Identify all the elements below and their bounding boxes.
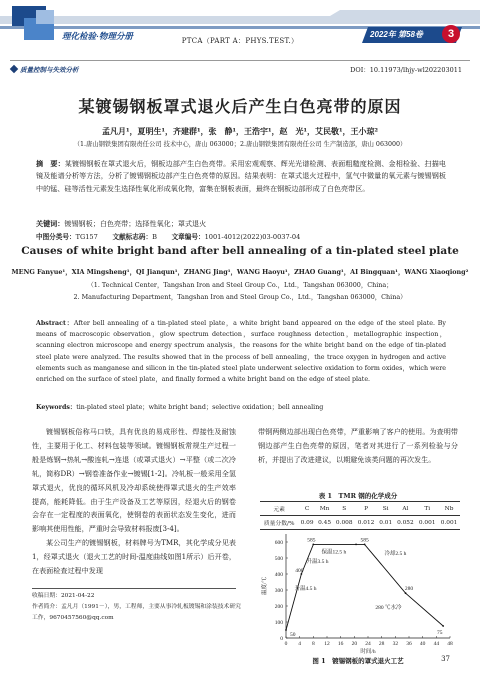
authors-en: MENG Fanyue¹，XIA Mingsheng¹，QI Jianqun¹，ZHANG Jing¹，WANG Haoyu¹，ZHAO Guang¹，AI Bingquan¹，WANG Xiaoqiong² (11, 268, 469, 276)
composition-table (260, 501, 460, 530)
section-diamond-icon (10, 65, 18, 73)
keywords-en-label: Keywords： (36, 404, 77, 411)
annotation-400: 400 (295, 568, 304, 574)
table-cell: 0.09 (298, 516, 316, 530)
y-tick-label: 100 (274, 620, 283, 626)
annotation-75: 75 (437, 630, 443, 636)
keywords-cn (36, 219, 446, 229)
table-row-label: 质量分数/% (260, 516, 298, 530)
annotation-585-end: 585 (360, 537, 369, 544)
table-header-cell: Ti (416, 502, 438, 516)
keywords-en-text: tin-plated steel plate；white bright band；selective oxidation；bell annealing (76, 404, 324, 411)
table-header-cell: C (298, 502, 316, 516)
x-axis-label: 时间/h (360, 649, 376, 655)
cls-value: TG157 (75, 233, 98, 241)
authors-cn: 孟凡月¹，夏明生¹，齐建群¹，张 静¹，王浩宇¹，赵 光¹，艾民敬¹，王小琼² (101, 126, 379, 136)
body-paragraph-2: 某公司生产的镀锡钢板，材料牌号为TMR，其化学成分见表1，经罩式退火（退火工艺的时间-温度曲线如图1所示）后开卷，在表面检查过程中发现 (32, 538, 236, 576)
y-tick-label: 300 (274, 588, 283, 594)
data-point (442, 625, 444, 627)
table-header-cell: S (333, 502, 355, 516)
y-tick-label: 600 (274, 540, 283, 546)
x-tick-label: 48 (447, 641, 453, 647)
cls-label: 中图分类号： (36, 233, 76, 241)
x-tick-label: 8 (311, 641, 315, 647)
table-header-cell: Mn (316, 502, 334, 516)
keywords-en (36, 402, 446, 411)
body-paragraph-right: 带钢两侧边部出现白色亮带，严重影响了客户的使用。为查明带钢边部产生白色亮带的原因，笔者对其进行了一系列检验与分析，并提出了改进建议，以期避免该类问题的再次发生。 (258, 427, 458, 464)
x-tick-label: 0 (284, 641, 288, 647)
annotation-280: 280 (404, 586, 414, 593)
table-caption: 表 1 TMR 钢的化学成分 (318, 492, 398, 500)
abstract-en-text: After bell annealing of a tin-plated steel plate，a white bright band appeared on the edge of the steel plate. By means of macroscopic observation，glow spectrum detection，surface roughness detection，metallographic inspection，scanning electron microscope and energy spectrum analysis，the reasons for the white bright band on the edge of tin-plated steel plate were analyzed. The results showed that in the process of bell annealing，the trace oxygen in hydrogen and active elements such as manganese and silicon in the tin-plated steel plate underwent selective oxidation to form oxides，which were enriched on the surface of steel plate，and finally formed a white bright band on the edge of steel plate. (36, 320, 446, 384)
y-axis-label: 温度/℃ (262, 576, 268, 596)
table-cell: 0.01 (377, 516, 395, 530)
issue-label: 2022年 第58卷 (370, 30, 423, 39)
footnote-received: 收稿日期：2021-04-22 (32, 593, 95, 599)
section-divider (10, 60, 470, 61)
annotation-585-start: 585 (307, 537, 316, 544)
issue-number: 3 (442, 25, 460, 43)
data-point (364, 544, 366, 546)
annealing-curve-chart (258, 528, 458, 663)
annotation-hold: 保温12.5 h (321, 549, 347, 556)
code-value: B (152, 233, 157, 241)
data-point (355, 544, 357, 546)
table-header-cell: P (355, 502, 377, 516)
journal-code: PTCA（PART A：PHYS.TEST.） (181, 37, 299, 45)
annotation-heat-2: 升温3.5 h (306, 558, 329, 565)
annotation-cooling: 冷却2.5 h (384, 550, 407, 557)
article-id-value: 1001-4012(2022)03-0037-04 (204, 233, 301, 241)
x-tick-label: 20 (351, 641, 358, 647)
footnote-divider (32, 588, 236, 589)
page-number: 37 (441, 655, 450, 663)
table-cell: 0.45 (316, 516, 334, 530)
x-tick-label: 24 (365, 641, 371, 647)
y-tick-label: 500 (274, 556, 283, 562)
table-cell: 0.001 (416, 516, 438, 530)
table-header-cell: Al (394, 502, 416, 516)
table-header-cell: Si (377, 502, 395, 516)
x-tick-label: 36 (406, 641, 412, 647)
table-cell: 0.008 (333, 516, 355, 530)
table-header-cell: 元素 (260, 502, 298, 516)
abstract-cn (36, 158, 446, 195)
table-header-cell: Nb (438, 502, 460, 516)
figure-caption: 图 1 镀锡钢板的罩式退火工艺 (312, 657, 404, 665)
abstract-en-label: Abstract： (36, 320, 74, 327)
data-point (285, 629, 287, 631)
x-tick-label: 12 (324, 641, 330, 647)
page-title-en: Causes of white bright band after bell annealing of a tin-plated steel plate (21, 245, 459, 257)
affiliation-cn: （1.唐山钢铁集团有限责任公司 技术中心，唐山 063000；2.唐山钢铁集团有限责任公司 生产制造部，唐山 063000） (73, 141, 407, 148)
table-cell: 0.001 (438, 516, 460, 530)
body-paragraph-1: 镀锡钢板俗称马口铁，具有优良的易成形性、焊接性及耐蚀性，主要用于化工、材料包装等领域。镀锡钢板常规生产过程一般是炼钢→热轧→酸连轧→连退（或罩式退火）→平整（或二次冷轧，简称DR）→钢卷准备作业→镀锡[1-2]。冷轧板一般采用全氢罩式退火，优良的循环风机及冷却系统使得罩式退火的生产效率提高，能耗降低。由于生产设备及工艺等原因，经退火后的钢卷会存在一定程度的表面氧化，使钢卷的表面状态发生变化，进而影响其使用性能，严重时会导致材料报废[3-4]。 (32, 427, 236, 534)
footnote-author: 作者简介：孟凡月（1991－），男，工程师，主要从事冷轧板镀锡和涂装技术研究工作，9670457560@qq.com (32, 604, 241, 621)
table-header-row (260, 502, 460, 516)
x-tick-label: 28 (378, 641, 385, 647)
section-tag: 质量控制与失效分析 (20, 67, 79, 74)
y-tick-label: 200 (274, 604, 283, 610)
affiliation-en-1: （1. Technical Center，Tangshan Iron and Steel Group Co.，Ltd.，Tangshan 063000，China； (87, 281, 393, 289)
data-point (405, 592, 407, 594)
abstract-cn-text: 某镀锡钢板在罩式退火后，钢板边部产生白色亮带。采用宏观观察、辉光光谱检测、表面粗糙度检测、金相检验、扫描电镜及能谱分析等方法，分析了镀锡钢板边部产生白色亮带的原因。结果表明：在罩式退火过程中，氢气中微量的氧元素与镀锡钢板中的锰、硅等活性元素发生选择性氧化形成氧化物，富集在钢板表面，最终在钢板边部形成了白色亮带区。 (36, 159, 446, 193)
body-column-right (258, 425, 458, 467)
footnote (32, 591, 242, 624)
y-tick-label: 0 (280, 636, 283, 642)
table-cell: 0.052 (394, 516, 416, 530)
journal-name: 理化检验·物理分册 (62, 31, 133, 41)
keywords-cn-text: 镀锡钢板；白色亮带；选择性氧化；罩式退火 (64, 219, 207, 228)
body-column-left (32, 425, 236, 578)
data-point (312, 544, 314, 546)
page-title-cn: 某镀锡钢板罩式退火后产生白色亮带的原因 (78, 97, 402, 116)
x-tick-label: 16 (337, 641, 344, 647)
annotation-50: 50 (290, 632, 296, 638)
annotation-water-cool: 280 ℃水冷 (375, 605, 402, 612)
affiliation-en-2: 2. Manufacturing Department，Tangshan Iron and Steel Group Co.，Ltd.，Tangshan 063000，China） (73, 293, 407, 301)
code-label: 文献标志码： (112, 233, 153, 241)
x-tick-label: 44 (433, 641, 440, 647)
annotation-heat-1: 升温4.5 h (294, 586, 317, 592)
classification-line (36, 231, 456, 241)
x-tick-label: 32 (392, 641, 399, 647)
abstract-cn-label: 摘 要： (36, 159, 65, 168)
keywords-cn-label: 关键词： (36, 219, 65, 228)
x-tick-label: 40 (419, 641, 426, 647)
y-tick-label: 400 (274, 572, 283, 578)
doi: DOI：10.11973/lhjy-wl202203011 (350, 66, 462, 74)
x-tick-label: 4 (298, 641, 302, 647)
abstract-en (36, 318, 446, 385)
table-cell: 0.012 (355, 516, 377, 530)
article-id-label: 文章编号： (171, 233, 205, 241)
